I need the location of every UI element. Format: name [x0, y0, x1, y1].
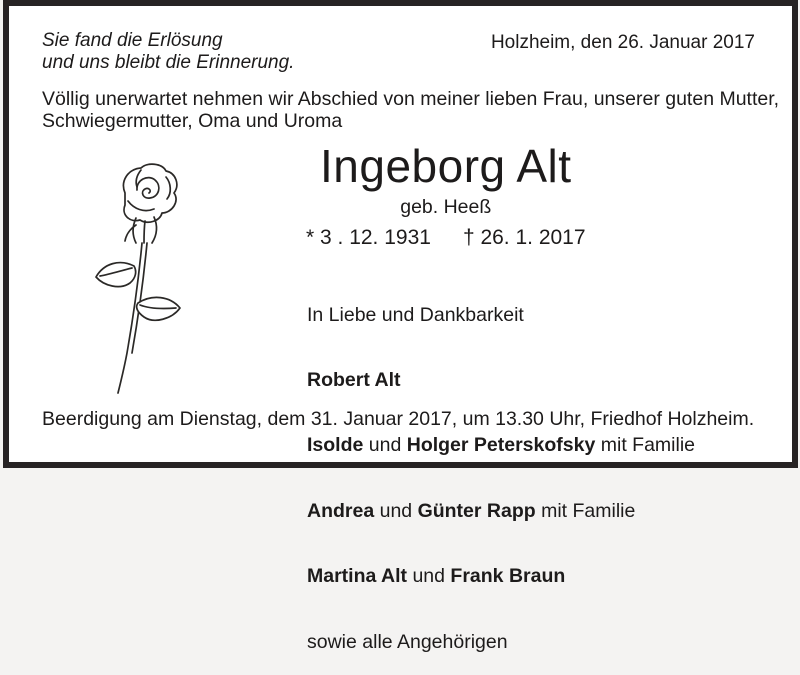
- intro-paragraph: [42, 89, 782, 132]
- funeral-info: Beerdigung am Dienstag, dem 31. Januar 2017, um 13.30 Uhr, Friedhof Holzheim.: [42, 408, 755, 430]
- mourner-row: Isolde und Holger Peterskofsky mit Familie: [307, 434, 695, 457]
- maiden-name: geb. Heeß: [400, 196, 492, 218]
- deceased-header: [306, 142, 586, 249]
- epitaph: [42, 30, 294, 74]
- place-dateline: Holzheim, den 26. Januar 2017: [490, 32, 755, 53]
- mourners-suffix: sowie alle Angehörigen: [307, 630, 508, 653]
- life-dates: [306, 226, 586, 249]
- deceased-name: Ingeborg Alt: [320, 140, 572, 192]
- death-date: † 26. 1. 2017: [462, 226, 586, 249]
- birth-date: * 3 . 12. 1931: [306, 226, 431, 249]
- mourner-row: Martina Alt und Frank Braun: [307, 565, 566, 588]
- epitaph-line-2: und uns bleibt die Erinnerung.: [42, 52, 295, 73]
- mourner-row: Robert Alt: [307, 368, 401, 391]
- mourner-row: Andrea und Günter Rapp mit Familie: [307, 499, 636, 522]
- epitaph-line-1: Sie fand die Erlösung: [42, 30, 223, 51]
- intro-line-2: Schwiegermutter, Oma und Uroma: [42, 109, 343, 132]
- rose-icon: [92, 163, 192, 395]
- intro-line-1: Völlig unerwartet nehmen wir Abschied von meiner lieben Frau, unserer guten Mutter,: [42, 88, 780, 110]
- closing-line: In Liebe und Dankbarkeit: [307, 303, 524, 326]
- mourners-block: [307, 261, 695, 675]
